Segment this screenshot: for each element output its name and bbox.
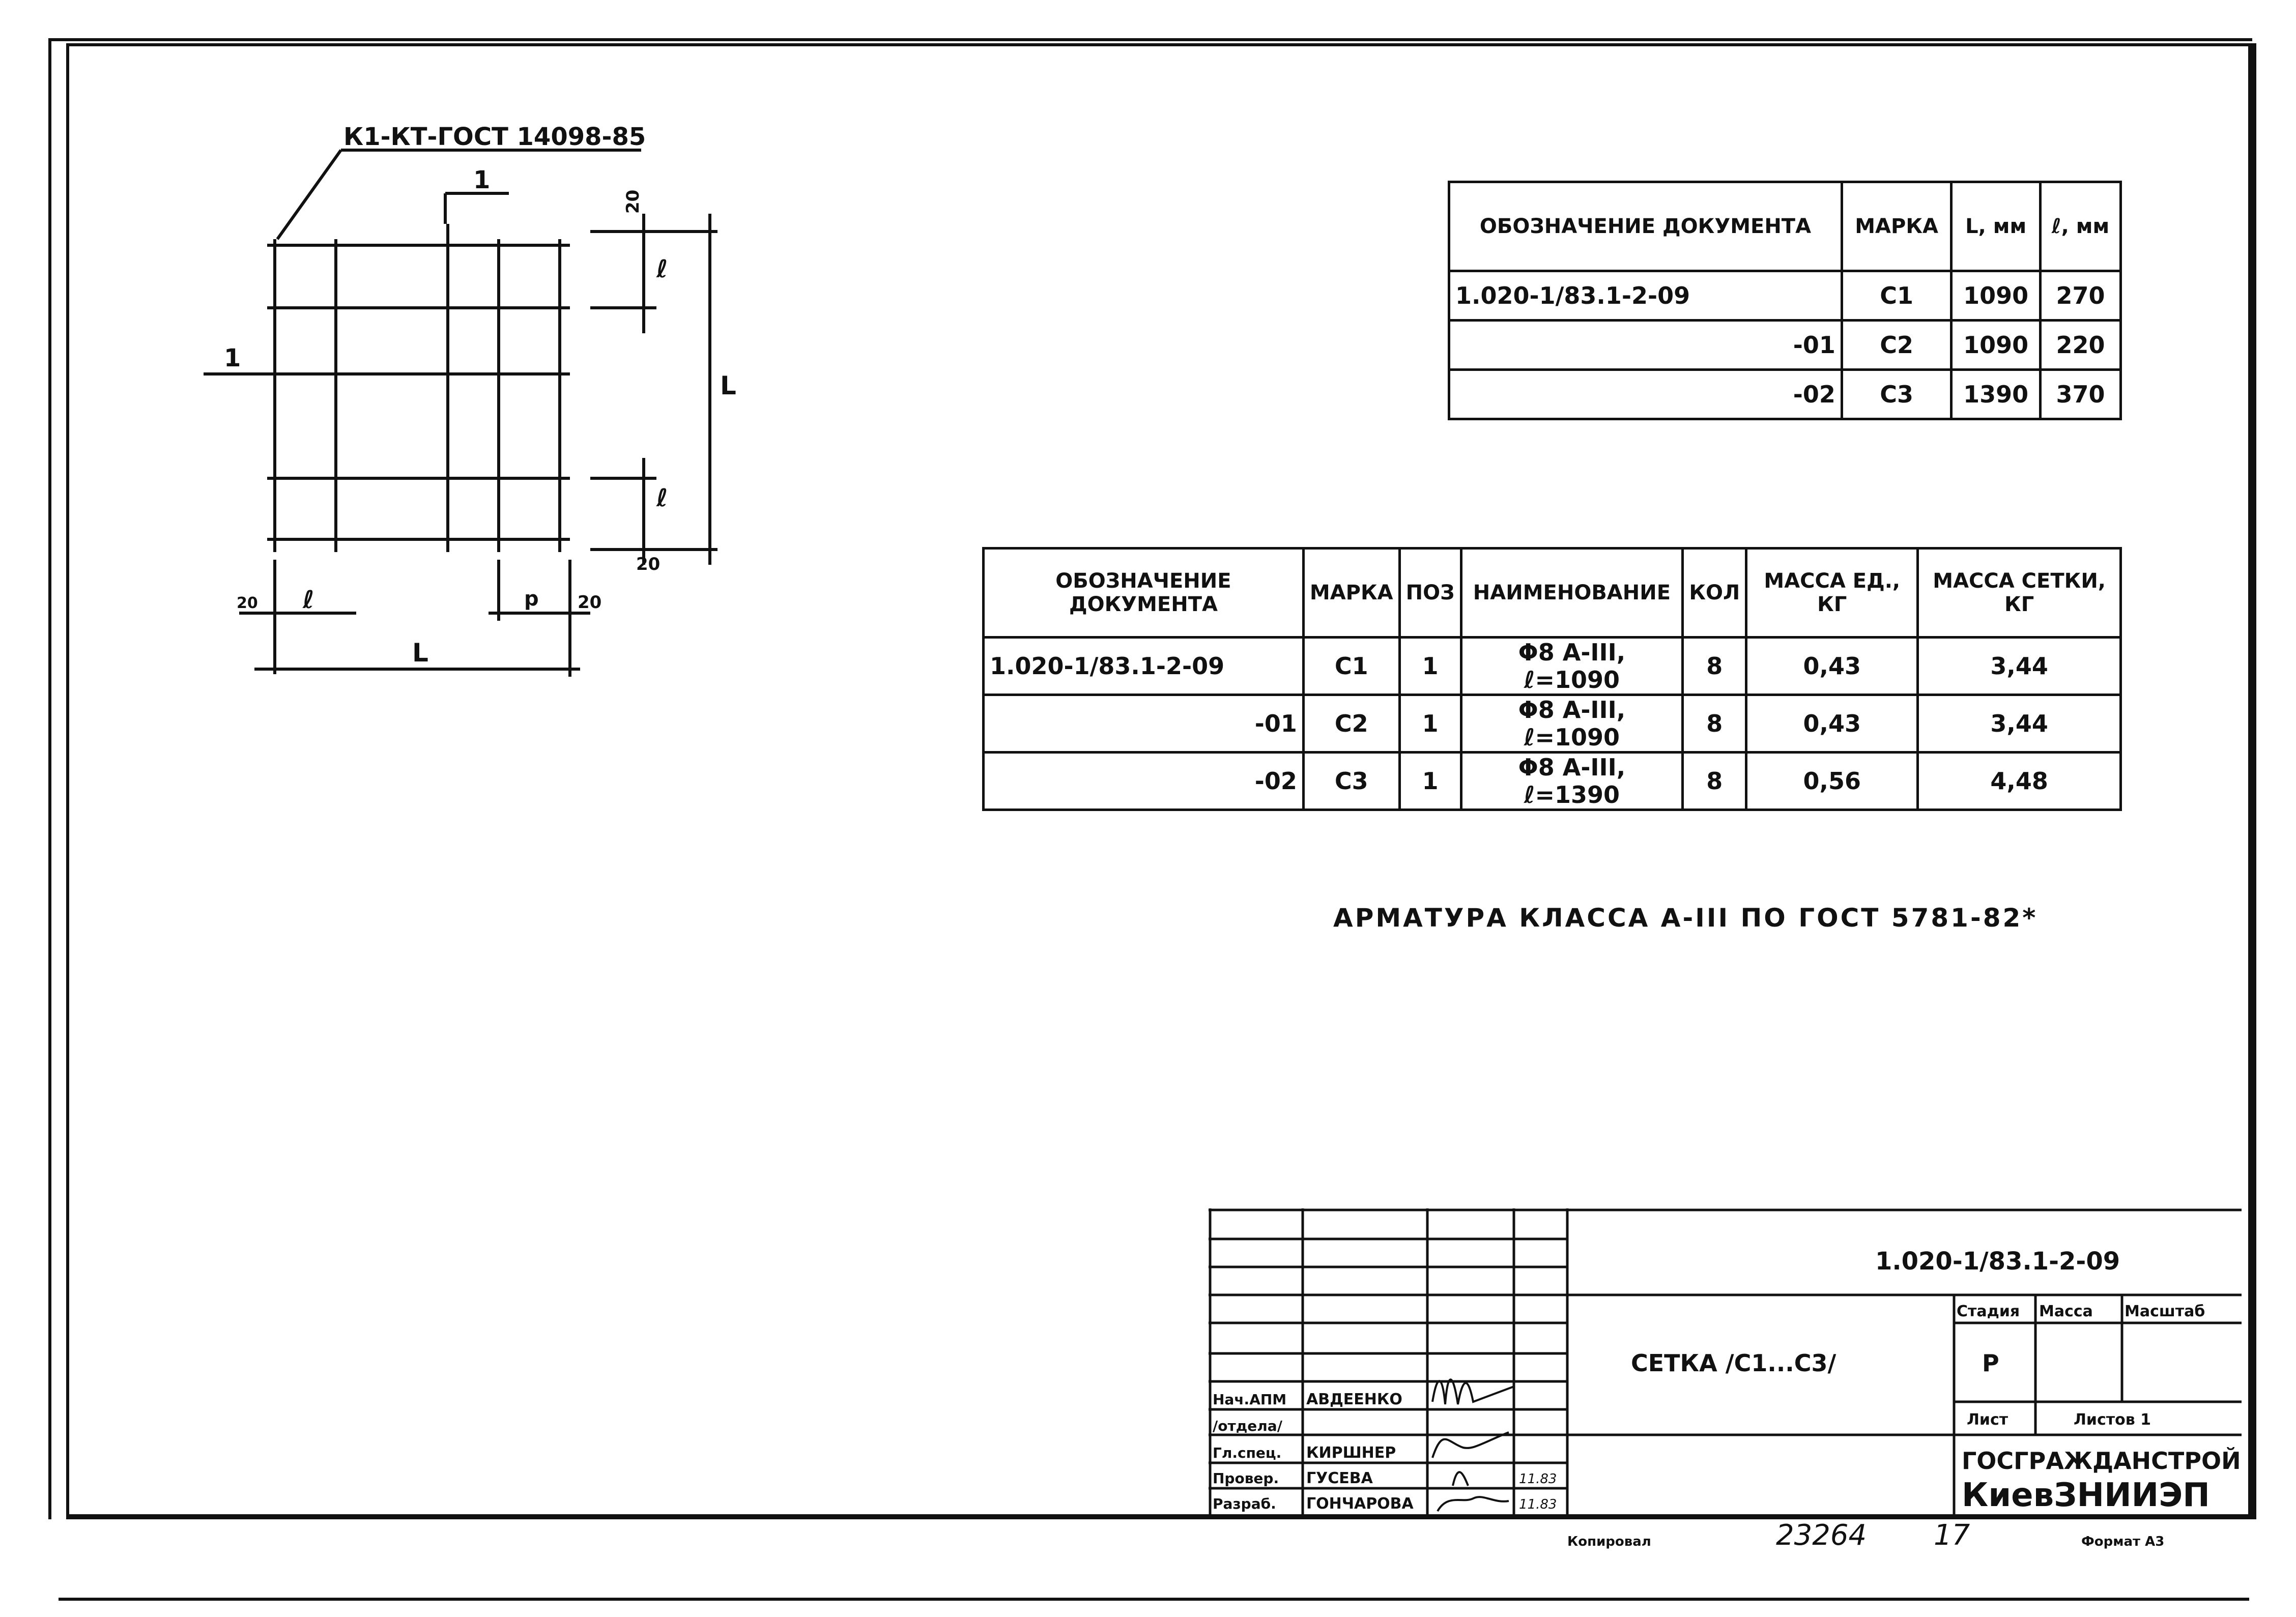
role-checked: Провер. [1213, 1470, 1279, 1487]
sheet-label: Лист [1967, 1411, 2008, 1429]
header-l: ℓ, мм [2041, 182, 2121, 271]
cell-doc: 1.020-1/83.1-2-09 [1449, 271, 1842, 321]
cell-pos: 1 [1399, 638, 1461, 695]
name-checked: ГУСЕВА [1306, 1469, 1373, 1487]
cell-doc: -01 [984, 695, 1304, 753]
cell-mark: С1 [1303, 638, 1399, 695]
header-qty: КОЛ [1683, 548, 1746, 638]
name-developed: ГОНЧАРОВА [1306, 1495, 1414, 1513]
reinforcement-note: АРМАТУРА КЛАССА А-III ПО ГОСТ 5781-82* [1333, 903, 2038, 933]
role-developed: Разраб. [1213, 1495, 1276, 1512]
stage-value: Р [1982, 1349, 1999, 1377]
header-doc: ОБОЗНАЧЕНИЕ ДОКУМЕНТА [984, 548, 1304, 638]
cell-L: 1390 [1951, 370, 2041, 419]
dim-p: p [524, 587, 539, 611]
cell-mesh-mass: 4,48 [1918, 753, 2121, 810]
cell-L: 1090 [1951, 321, 2041, 370]
mesh-size-table [1448, 181, 2122, 420]
table-row [1449, 271, 2121, 321]
org-line2: КиевЗНИИЭП [1962, 1477, 2210, 1514]
table-row [984, 753, 2121, 810]
signatures [1432, 1379, 1514, 1511]
cell-name: Φ8 А-III, ℓ=1090 [1461, 695, 1683, 753]
date-checked: 11.83 [1519, 1471, 1557, 1487]
title-block [1209, 1208, 2247, 1519]
dim-20-bottom: 20 [636, 554, 661, 574]
cell-qty: 8 [1683, 695, 1746, 753]
leader-label: К1-КТ-ГОСТ 14098-85 [343, 123, 646, 151]
mass-label: Масса [2039, 1303, 2093, 1320]
dim-l-bottom: ℓ [656, 484, 668, 512]
cell-pos: 1 [1399, 695, 1461, 753]
role-chief: Гл.спец. [1213, 1445, 1282, 1461]
cell-mark: С1 [1842, 271, 1951, 321]
header-L: L, мм [1951, 182, 2041, 271]
scale-label: Масштаб [2125, 1303, 2205, 1320]
cell-l: 270 [2041, 271, 2121, 321]
header-name: НАИМЕНОВАНИЕ [1461, 548, 1683, 638]
cell-doc: -02 [984, 753, 1304, 810]
specification-table [982, 547, 2122, 811]
header-mesh-mass: МАССА СЕТКИ, КГ [1918, 548, 2121, 638]
cell-mesh-mass: 3,44 [1918, 638, 2121, 695]
date-developed: 11.83 [1519, 1497, 1557, 1512]
doc-code: 1.020-1/83.1-2-09 [1875, 1247, 2120, 1276]
dim-20-top: 20 [623, 189, 643, 214]
cell-l: 370 [2041, 370, 2121, 419]
header-unit-mass: МАССА ЕД., КГ [1746, 548, 1918, 638]
table-header-row [984, 548, 2121, 638]
table-header-row [1449, 182, 2121, 271]
cell-name: Φ8 А-III, ℓ=1390 [1461, 753, 1683, 810]
table-row [984, 695, 2121, 753]
dim-L-vertical: L [720, 371, 736, 400]
cell-mark: С3 [1842, 370, 1951, 419]
dim-l-horizontal: ℓ [303, 586, 314, 614]
header-mark: МАРКА [1303, 548, 1399, 638]
section-mark-left: 1 [224, 344, 241, 372]
dim-20-right: 20 [578, 592, 602, 613]
cell-L: 1090 [1951, 271, 2041, 321]
role-head: Нач.АПМ [1213, 1391, 1287, 1408]
cell-doc: -01 [1449, 321, 1842, 370]
stage-label: Стадия [1957, 1303, 2020, 1320]
dim-L-horizontal: L [412, 638, 428, 668]
table-row [1449, 370, 2121, 419]
dim-20-left: 20 [237, 594, 258, 612]
table-row [1449, 321, 2121, 370]
cell-qty: 8 [1683, 753, 1746, 810]
cell-doc: 1.020-1/83.1-2-09 [984, 638, 1304, 695]
org-line1: ГОСГРАЖДАНСТРОЙ [1962, 1447, 2241, 1475]
cell-name: Φ8 А-III, ℓ=1090 [1461, 638, 1683, 695]
mesh-drawing [0, 0, 738, 712]
cell-pos: 1 [1399, 753, 1461, 810]
copied-label: Копировал [1567, 1534, 1651, 1549]
table-row [984, 638, 2121, 695]
cell-mesh-mass: 3,44 [1918, 695, 2121, 753]
header-doc: ОБОЗНАЧЕНИЕ ДОКУМЕНТА [1449, 182, 1842, 271]
inventory-number: 23264 [1776, 1519, 1867, 1552]
cell-mark: С2 [1842, 321, 1951, 370]
cell-l: 220 [2041, 321, 2121, 370]
name-head: АВДЕЕНКО [1306, 1391, 1402, 1408]
drawing-title: СЕТКА /С1...С3/ [1631, 1349, 1836, 1377]
header-mark: МАРКА [1842, 182, 1951, 271]
dim-l-top: ℓ [656, 255, 668, 283]
section-mark-top: 1 [473, 166, 491, 194]
cell-unit-mass: 0,43 [1746, 695, 1918, 753]
name-chief: КИРШНЕР [1306, 1444, 1396, 1462]
cell-unit-mass: 0,43 [1746, 638, 1918, 695]
header-pos: ПОЗ [1399, 548, 1461, 638]
cell-unit-mass: 0,56 [1746, 753, 1918, 810]
format-label: Формат А3 [2081, 1534, 2165, 1549]
role-dept: /отдела/ [1213, 1418, 1282, 1434]
cell-qty: 8 [1683, 638, 1746, 695]
sheets-label: Листов 1 [2074, 1411, 2151, 1429]
cell-mark: С3 [1303, 753, 1399, 810]
sheet-number: 17 [1934, 1519, 1970, 1552]
cell-mark: С2 [1303, 695, 1399, 753]
bottom-rule [59, 1598, 2249, 1601]
cell-doc: -02 [1449, 370, 1842, 419]
